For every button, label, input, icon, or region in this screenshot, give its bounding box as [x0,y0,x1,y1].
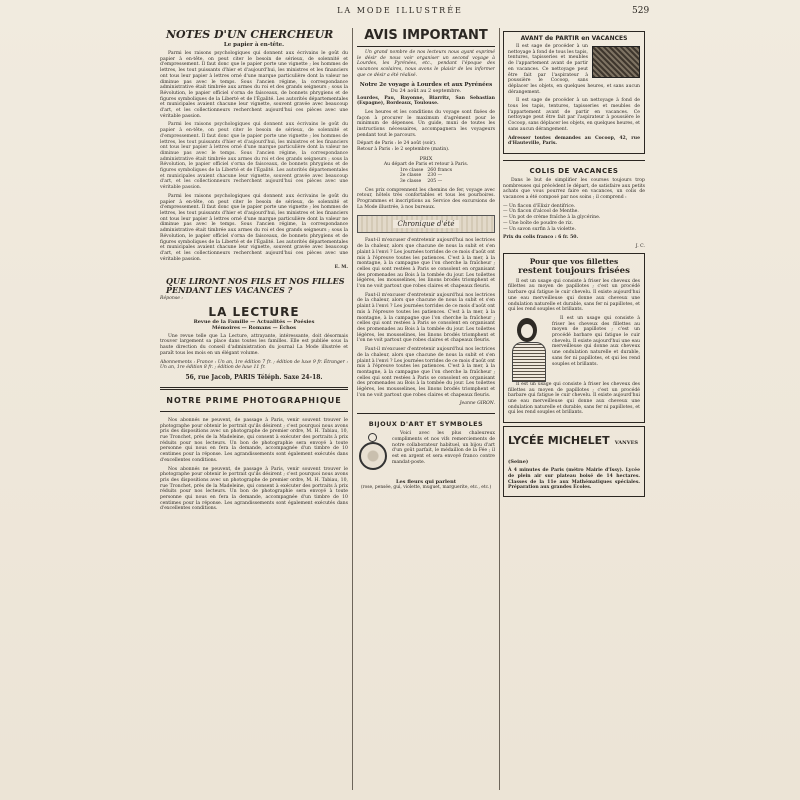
fillettes-text: Il est un usage qui consiste à friser les cheveux des fillettes au moyen de papillotes ; c'est un procédé barbare qui fatigue le cuir chevelu. Il existe aujourd'hui une eau merveilleuse qui donne aux cheveux une ondulation naturelle et durable, sans fer ni papillotes, et qui les rend souples et brillants. [508,381,640,416]
question-title: QUE LIRONT NOS FILS ET NOS FILLES PENDANT LES VACANCES ? [166,276,345,296]
bijoux-text: Voici avec les plus chaleureux compliments et nos vifs remerciements de notre collaborateur habituel, un bijou d'art d'un goût parfait, le médaillon de la Fée ; il est en argent et sera envoyé franco contre mandat-poste. [392,431,495,465]
chronique-text: Faut-il m'excuser d'entretenir aujourd'hui nos lectrices de la chaleur, alors que chacune de nous la subit et s'en plaint à l'envi ? Les journées torrides de ce mois d'août ont mis à l'épreuve toutes les patiences. C'est à la mer, à la montagne, à la campagne que l'on cherche la fraîcheur ; celles qui sont restées à Paris se consolent en organisant des promenades au Bois à la tombée du jour. Les toilettes légères, les mousselines, les linons brodés triomphent et l'on ne voit partout que robes claires et chapeaux fleuris. [357,238,495,290]
prix-intro: Au départ de Paris et retour à Paris. [383,161,469,167]
voyage-places: Lourdes, Pau, Bayonne, Biarritz, San Sebastian (Espagne), Bordeaux, Toulouse. [357,95,495,107]
retour: Retour à Paris : le 2 septembre (matin). [357,147,450,153]
price-value: 205 — [427,179,443,185]
lycee-place: VANVES (Seine) [508,440,639,466]
bijoux-title: BIJOUX D'ART ET SYMBOLES [368,420,484,429]
lycee-text: À 4 minutes de Paris (métro Mairie d'Issy). Lycée de plein air sur plateau boisé de 14 hectares. Classes de la 11e aux Mathématiques spéciales. Préparation aux grandes Écoles. [508,468,640,491]
price-table [398,168,454,185]
girl-illustration [508,316,548,382]
column-rule [352,28,353,790]
notes-text: Parmi les raisons psychologiques qui donnent aux écrivains le goût du papier à en-tête, on peut citer le besoin de sérieux, de solennité et d'empressement. Il faut donc que le papier porte une vignette ; les hommes de lettres, les tout puissants d'hier et d'aujourd'hui, les ministres et les financiers ont tous leur papier à lettres orné d'une marque particulière dont la valeur ne diminue pas avec le temps. Sous l'ancien régime, la correspondance administrative était timbrée aux armes du roi et des grands seigneurs ; sous la Révolution, le papier officiel s'orna de faisceaux, de bonnets phrygiens et de figures symboliques de la Liberté et de l'Égalité. Les autorités départementales et municipales avaient chacune leur vignette, souvent gravée avec beaucoup d'art, et les collectionneurs recherchent aujourd'hui ces pièces avec une véritable passion. [160,51,348,119]
prix-text: Ces prix comprennent les chemins de fer, voyage avec retour, hôtels très confortables et tous les pourboires. Programmes et inscriptions au Service des excursions de La Mode illustrée, à nos bureaux. [357,187,495,210]
carpet-illustration [592,46,640,78]
lecture-sub2: Mémoires — Romans — Échos [212,324,296,331]
medallion-illustration [357,433,387,479]
fillettes-title-2: restent toujours frisées [518,265,630,276]
lycee-box [503,426,645,497]
fillettes-text: Il est un usage qui consiste à friser les cheveux des fillettes au moyen de papillotes ; c'est un procédé barbare qui fatigue le cuir chevelu. Il existe aujourd'hui une eau merveilleuse qui donne aux cheveux une ondulation naturelle et durable, sans fer ni papillotes, et qui les rend souples et brillants. [552,315,640,367]
page-header: LA MODE ILLUSTRÉE [337,6,463,15]
divider [160,411,348,412]
notes-text: Parmi les raisons psychologiques qui donnent aux écrivains le goût du papier à en-tête, on peut citer le besoin de sérieux, de solennité et d'empressement. Il faut donc que le papier porte une vignette ; les hommes de lettres, les tout puissants d'hier et d'aujourd'hui, les ministres et les financiers ont tous leur papier à lettres orné d'une marque particulière dont la valeur ne diminue pas avec le temps. Sous l'ancien régime, la correspondance administrative était timbrée aux armes du roi et des grands seigneurs ; sous la Révolution, le papier officiel s'orna de faisceaux, de bonnets phrygiens et de figures symboliques de la Liberté et de l'Égalité. Les autorités départementales et municipales avaient chacune leur vignette, souvent gravée avec beaucoup d'art, et les collectionneurs recherchent aujourd'hui ces pièces avec une véritable passion. [160,193,348,262]
colis-item: — Un savon surfin à la violette. [503,226,576,232]
colis-item: — Un flacon d'Elixir dentifrice. [503,203,576,209]
column-2 [357,28,495,792]
divider [357,46,495,47]
subscriptions: Abonnements : France : Un an, 1re édition 7 fr. ; édition de luxe 9 fr. Étranger : Un an, 1re édition 8 fr. ; édition de luxe 11 fr. [160,359,348,371]
voyage-text: Les heures et les conditions du voyage sont fixées de façon à procurer le maximum d'agrément pour le minimum de dépenses. Un guide, muni de toutes les instructions nécessaires, accompagnera les voyageurs pendant tout le parcours. [357,109,495,138]
page-number: 529 [632,6,650,16]
chronique-text: Faut-il m'excuser d'entretenir aujourd'hui nos lectrices de la chaleur, alors que chacune de nous la subit et s'en plaint à l'envi ? Les journées torrides de ce mois d'août ont mis à l'épreuve toutes les patiences. C'est à la mer, à la montagne, à la campagne que l'on cherche la fraîcheur ; celles qui sont restées à Paris se consolent en organisant des promenades au Bois à la tombée du jour. Les toilettes légères, les mousselines, les linons brodés triomphent et l'on ne voit partout que robes claires et chapeaux fleuris. [357,347,495,398]
divider [357,413,495,414]
price-value: 230 — [427,173,443,179]
chronique-signature: Jeanne GIRON. [459,401,495,407]
partin-text: Il est sage de procéder à un nettoyage à fond de tous les tapis, tentures, tapisseries et meubles de l'appartement avant de partir en vacances. Ce nettoyage peut être fait par l'aspirateur à poussière le Cocoop, sans déplacer les objets, en quelques heures, et sans aucun dérangement. [508,44,640,95]
avis-text: Un grand nombre de nos lecteurs nous ayant exprimé le désir de nous voir organiser un second voyage à Lourdes, les Pyrénées, etc., pendant l'époque des vacances scolaires, nous avons le plaisir de les informer que ce désir a été réalisé. [357,50,495,78]
chronique-title: Chronique d'été [393,220,458,228]
column-3 [503,28,645,792]
voyage-dates: Du 24 août au 2 septembre. [390,87,462,94]
notes-subtitle: Le papier à en-tête. [223,42,285,48]
colis-title: COLIS DE VACANCES [529,166,619,175]
divider [160,387,348,390]
prime-text: Nos abonnés ne peuvent, de passage à Paris, venir souvent trouver le photographe pour obtenir le portrait qu'ils désirent ; c'est pourquoi nous avons pris des dispositions avec un photographe de premier ordre, M. H. Tabiau, 10, rue Tronchet, près de la Madeleine, qui consent à exécuter des portraits à prix réduits pour nos lecteurs. Un bon de photographie sera envoyé à toute personne qui nous en fera la demande, accompagnée d'un timbre de 10 centimes pour la réponse. Les agrandissements sont également exécutés dans d'excellentes conditions. [160,417,348,463]
divider [503,160,645,161]
colis-item: — Un flacon d'alcool de Menthe. [503,209,579,215]
fillettes-title-1: Pour que vos fillettes [529,256,619,266]
avis-title: AVIS IMPORTANT [364,28,488,43]
lecture-title: LA LECTURE [208,304,300,319]
colis-item: — Une boîte de poudre de riz. [503,220,574,226]
notes-text: Parmi les raisons psychologiques qui donnent aux écrivains le goût du papier à en-tête, on peut citer le besoin de sérieux, de solennité et d'empressement. Il faut donc que le papier porte une vignette ; les hommes de lettres, les tout puissants d'hier et d'aujourd'hui, les ministres et les financiers ont tous leur papier à lettres orné d'une marque particulière dont la valeur ne diminue pas avec le temps. Sous l'ancien régime, la correspondance administrative était timbrée aux armes du roi et des grands seigneurs ; sous la Révolution, le papier officiel s'orna de faisceaux, de bonnets phrygiens et de figures symboliques de la Liberté et de l'Égalité. Les autorités départementales et municipales avaient chacune leur vignette, souvent gravée avec beaucoup d'art, et les collectionneurs recherchent aujourd'hui ces pièces avec une véritable passion. [160,122,348,191]
lecture-address: 56, rue Jacob, PARIS Téléph. Saxe 24-18. [185,373,323,381]
price-class: 2e classe [399,173,422,179]
partin-contact: Adresser toutes demandes au Cocoop, 42, rue d'Hauteville, Paris. [508,135,640,147]
colis-signature: J. C. [635,243,645,249]
prime-text: Nos abonnés ne peuvent, de passage à Paris, venir souvent trouver le photographe pour obtenir le portrait qu'ils désirent ; c'est pourquoi nous avons pris des dispositions avec un photographe de premier ordre, M. H. Tabiau, 10, rue Tronchet, près de la Madeleine, qui consent à exécuter des portraits à prix réduits pour nos lecteurs. Un bon de photographie sera envoyé à toute personne qui nous en fera la demande, accompagnée d'un timbre de 10 centimes pour la réponse. Les agrandissements sont également exécutés dans d'excellentes conditions. [160,466,348,512]
colis-item: — Un pot de crème fraîche à la glycérine. [503,215,601,221]
chronique-text: Faut-il m'excuser d'entretenir aujourd'hui nos lectrices de la chaleur, alors que chacune de nous la subit et s'en plaint à l'envi ? Les journées torrides de ce mois d'août ont mis à l'épreuve toutes les patiences. C'est à la mer, à la montagne, à la campagne que l'on cherche la fraîcheur ; celles qui sont restées à Paris se consolent en organisant des promenades au Bois à la tombée du jour. Les toilettes légères, les mousselines, les linons brodés triomphent et l'on ne voit partout que robes claires et chapeaux fleuris. [357,292,495,344]
price-value: 260 francs [427,167,453,173]
voyage-title: Notre 2e voyage à Lourdes et aux Pyrénées [359,81,493,88]
price-class: 1re classe [399,167,424,173]
partin-box [503,31,645,154]
fillettes-text: Il est un usage qui consiste à friser les cheveux des fillettes au moyen de papillotes ; c'est un procédé barbare qui fatigue le cuir chevelu. Il existe aujourd'hui une eau merveilleuse qui donne aux cheveux une ondulation naturelle et durable, sans fer ni papillotes, et qui les rend souples et brillants. [508,278,640,313]
depart: Départ de Paris : le 24 août (soir). [357,141,437,147]
lecture-text: Une revue telle que La Lecture, attrayante, intéressante, doit désormais trouver largement sa place dans toutes les familles. Elle est publiée sous la haute direction du conseil d'administration du journal La Mode illustrée et paraît tous les mois en un élégant volume. [160,333,348,356]
fleurs-sub: (rose, pensée, gui, violette, muguet, marguerite, etc., etc.) [360,485,492,491]
question-sub: Réponse : [160,296,183,302]
notes-signature: E. M. [334,265,348,271]
colis-text: Dans le but de simplifier les courses toujours trop nombreuses qui précèdent le départ, de satisfaire aux petits achats que vous pourrez faire en vacances, un colis de vacances a été composé par nos soins ; il comprend : [503,177,645,201]
lecture-sub1: Revue de la Famille — Actualités — Poésies [193,318,315,325]
column-1 [160,28,348,792]
colis-price: Prix du colis franco : 6 fr. 50. [503,235,579,241]
lycee-title: LYCÉE MICHELET [508,434,610,448]
fleurs-title: Les fleurs qui parlent [395,479,457,486]
partin-text: Il est sage de procéder à un nettoyage à fond de tous les tapis, tentures, tapisseries et meubles de l'appartement avant de partir en vacances. Ce nettoyage peut être fait par l'aspirateur à poussière le Cocoop, sans déplacer les objets, en quelques heures, et sans aucun dérangement. [508,98,640,132]
column-rule [499,28,500,790]
prix-label: PRIX [419,155,433,162]
notes-title: NOTES D'UN CHERCHEUR [166,28,334,41]
chronique-banner [357,215,495,233]
fillettes-box [503,253,645,423]
prime-title: NOTRE PRIME PHOTOGRAPHIQUE [166,395,342,405]
price-class: 3e classe [399,179,422,185]
price-row [398,179,454,185]
partin-title: AVANT de PARTIR en VACANCES [520,35,628,42]
